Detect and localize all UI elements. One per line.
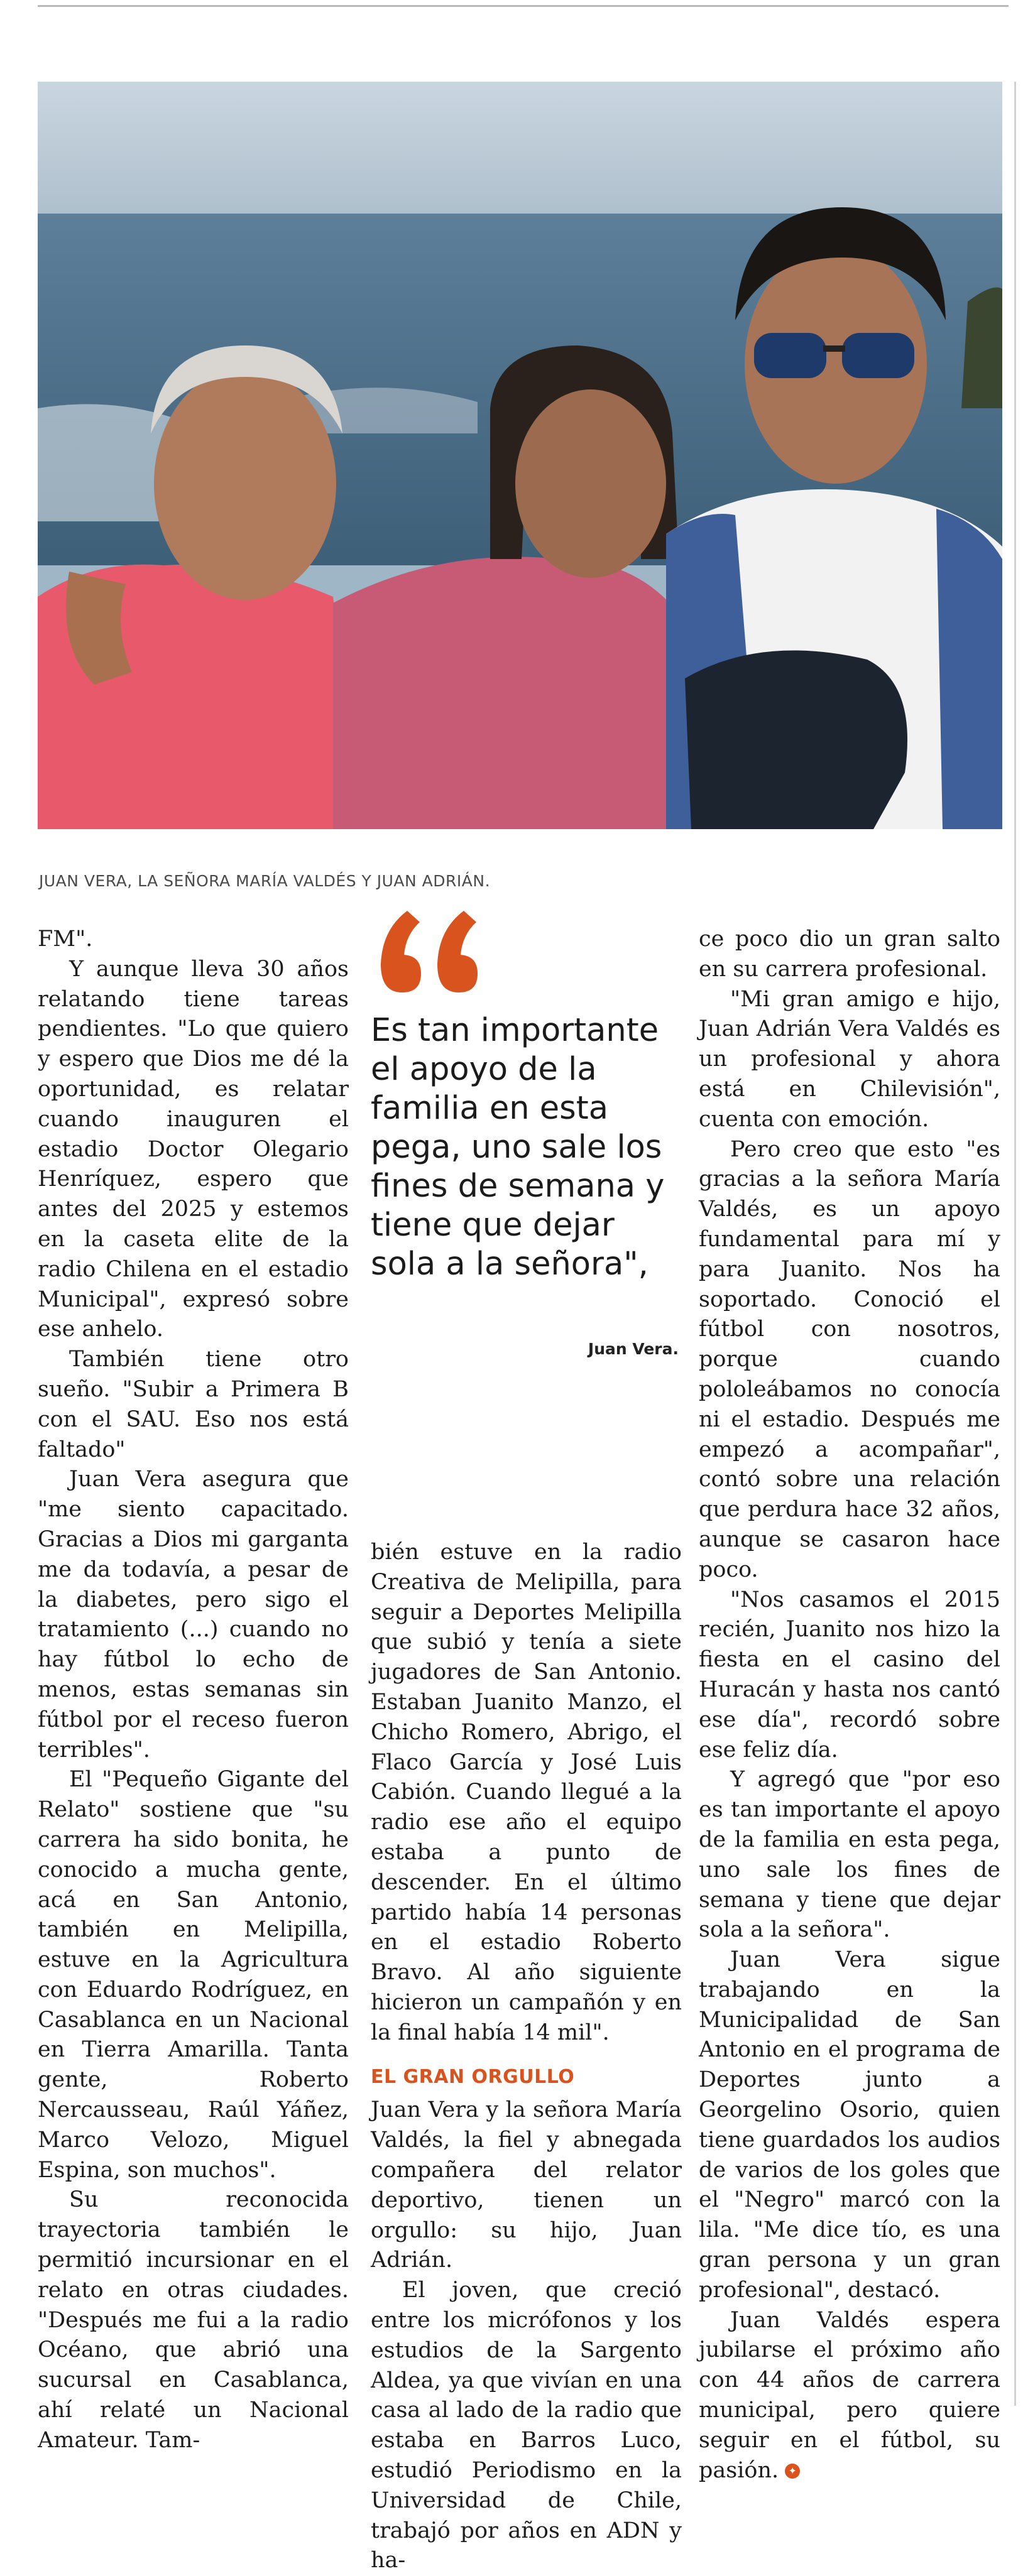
family-photo-illustration [38, 82, 1002, 829]
top-rule [38, 5, 1009, 7]
paragraph: Pero creo que esto "es gracias a la señora María Valdés, es un apoyo fundamental para mí y para Juanito. Nos ha soportado. Conoció el fútbol con nosotros, porque cuando pololeábamos no conocía ni el estadio. Después me empezó a acompañar", contó sobre una relación que perdura hace 32 años, aunque se casaron hace poco. [699, 1136, 1000, 1582]
paragraph: Y aunque lleva 30 años relatando tiene tareas pendientes. "Lo que quiero y espero que Dios me dé la oportunidad, es relatar cuando inauguren el estadio Doctor Olegario Henríquez, espero que antes del 2025 y estemos en la caseta elite de la radio Chilena en el estadio Municipal", expresó sobre ese anhelo. [38, 956, 349, 1342]
end-of-article-icon: ✦ [785, 2464, 800, 2479]
paragraph: "Nos casamos el 2015 recién, Juanito nos hizo la fiesta en el casino del Huracán y hasta nos cantó ese día", recordó sobre ese feliz día. [699, 1587, 1000, 1763]
paragraph: Juan Vera sigue trabajando en la Municipalidad de San Antonio en el programa de Deportes junto a Georgelino Osorio, quien tiene guardados los audios de varios de los goles que el "Negro" marcó con la lila. "Me dice tío, es una gran persona y un gran profesional", destacó. [699, 1947, 1000, 2303]
family-photo [38, 82, 1002, 829]
paragraph: El joven, que creció entre los micrófonos y los estudios de la Sargento Aldea, ya que vivían en una casa al lado de la radio que estaba en Barros Luco, estudió Periodismo en la Universidad de Chile, trabajó por años en ADN y ha- [371, 2278, 682, 2573]
pull-quote-author: Juan Vera. [588, 1340, 679, 1358]
paragraph: Juan Vera y la señora María Valdés, la fiel y abnegada compañera del relator deportivo, tienen un orgullo: su hijo, Juan Adrián. [371, 2097, 682, 2273]
paragraph-last-text: Juan Valdés espera jubilarse el próximo año con 44 años de carrera municipal, pero quiere seguir en el fútbol, su pasión. [699, 2307, 1000, 2483]
article-column-1 [38, 925, 349, 2456]
paragraph-last [699, 2306, 1000, 2486]
paragraph: Juan Vera asegura que "me siento capacitado. Gracias a Dios mi garganta me da todavía, a pesar de la diabetes, pero sigo el tratamiento (...) cuando no hay fútbol lo echo de menos, estas semanas sin fútbol por el receso fueron terribles". [38, 1467, 349, 1763]
paragraph: Y agregó que "por eso es tan importante el apoyo de la familia en esta pega, uno sale los fines de semana y tiene que dejar sola a la señora". [699, 1767, 1000, 1943]
paragraph: También tiene otro sueño. "Subir a Primera B con el SAU. Eso nos está faltado" [38, 1347, 349, 1462]
paragraph: FM". [38, 927, 93, 952]
article-column-3 [699, 925, 1000, 2486]
column-rule [1014, 82, 1016, 2406]
quote-mark-icon [369, 905, 495, 1005]
paragraph: "Mi gran amigo e hijo, Juan Adrián Vera Valdés es un profesional y ahora está en Chilevisión", cuenta con emoción. [699, 986, 1000, 1132]
paragraph: ce poco dio un gran salto en su carrera profesional. [699, 927, 1000, 982]
pull-quote-text: Es tan importante el apoyo de la familia en esta pega, uno sale los fines de semana y tiene que dejar sola a la señora", [371, 1012, 665, 1283]
paragraph: bién estuve en la radio Creativa de Melipilla, para seguir a Deportes Melipilla que subió y tenía a siete jugadores de San Antonio. Estaban Juanito Manzo, el Chicho Romero, Abrigo, el Flaco García y José Luis Cabión. Cuando llegué a la radio ese año el equipo estaba a punto de descender. En el último partido había 14 personas en el estadio Roberto Bravo. Al año siguiente hicieron un campañón y en la final había 14 mil". [371, 1540, 682, 2045]
photo-caption: JUAN VERA, LA SEÑORA MARÍA VALDÉS Y JUAN ADRIÁN. [39, 872, 491, 890]
section-heading: EL GRAN ORGULLO [371, 2065, 575, 2088]
article-column-2 [371, 1538, 682, 2576]
paragraph: El "Pequeño Gigante del Relato" sostiene que "su carrera ha sido bonita, he conocido a mucha gente, acá en San Antonio, también en Melipilla, estuve en la Agricultura con Eduardo Rodríguez, en Casablanca en un Nacional en Tierra Amarilla. Tanta gente, Roberto Nercausseau, Raúl Yáñez, Marco Velozo, Miguel Espina, son muchos". [38, 1767, 349, 2183]
paragraph: Su reconocida trayectoria también le permitió incursionar en el relato en otras ciudades. "Después me fui a la radio Océano, que abrió una sucursal en Casablanca, ahí relaté un Nacional Amateur. Tam- [38, 2187, 349, 2453]
